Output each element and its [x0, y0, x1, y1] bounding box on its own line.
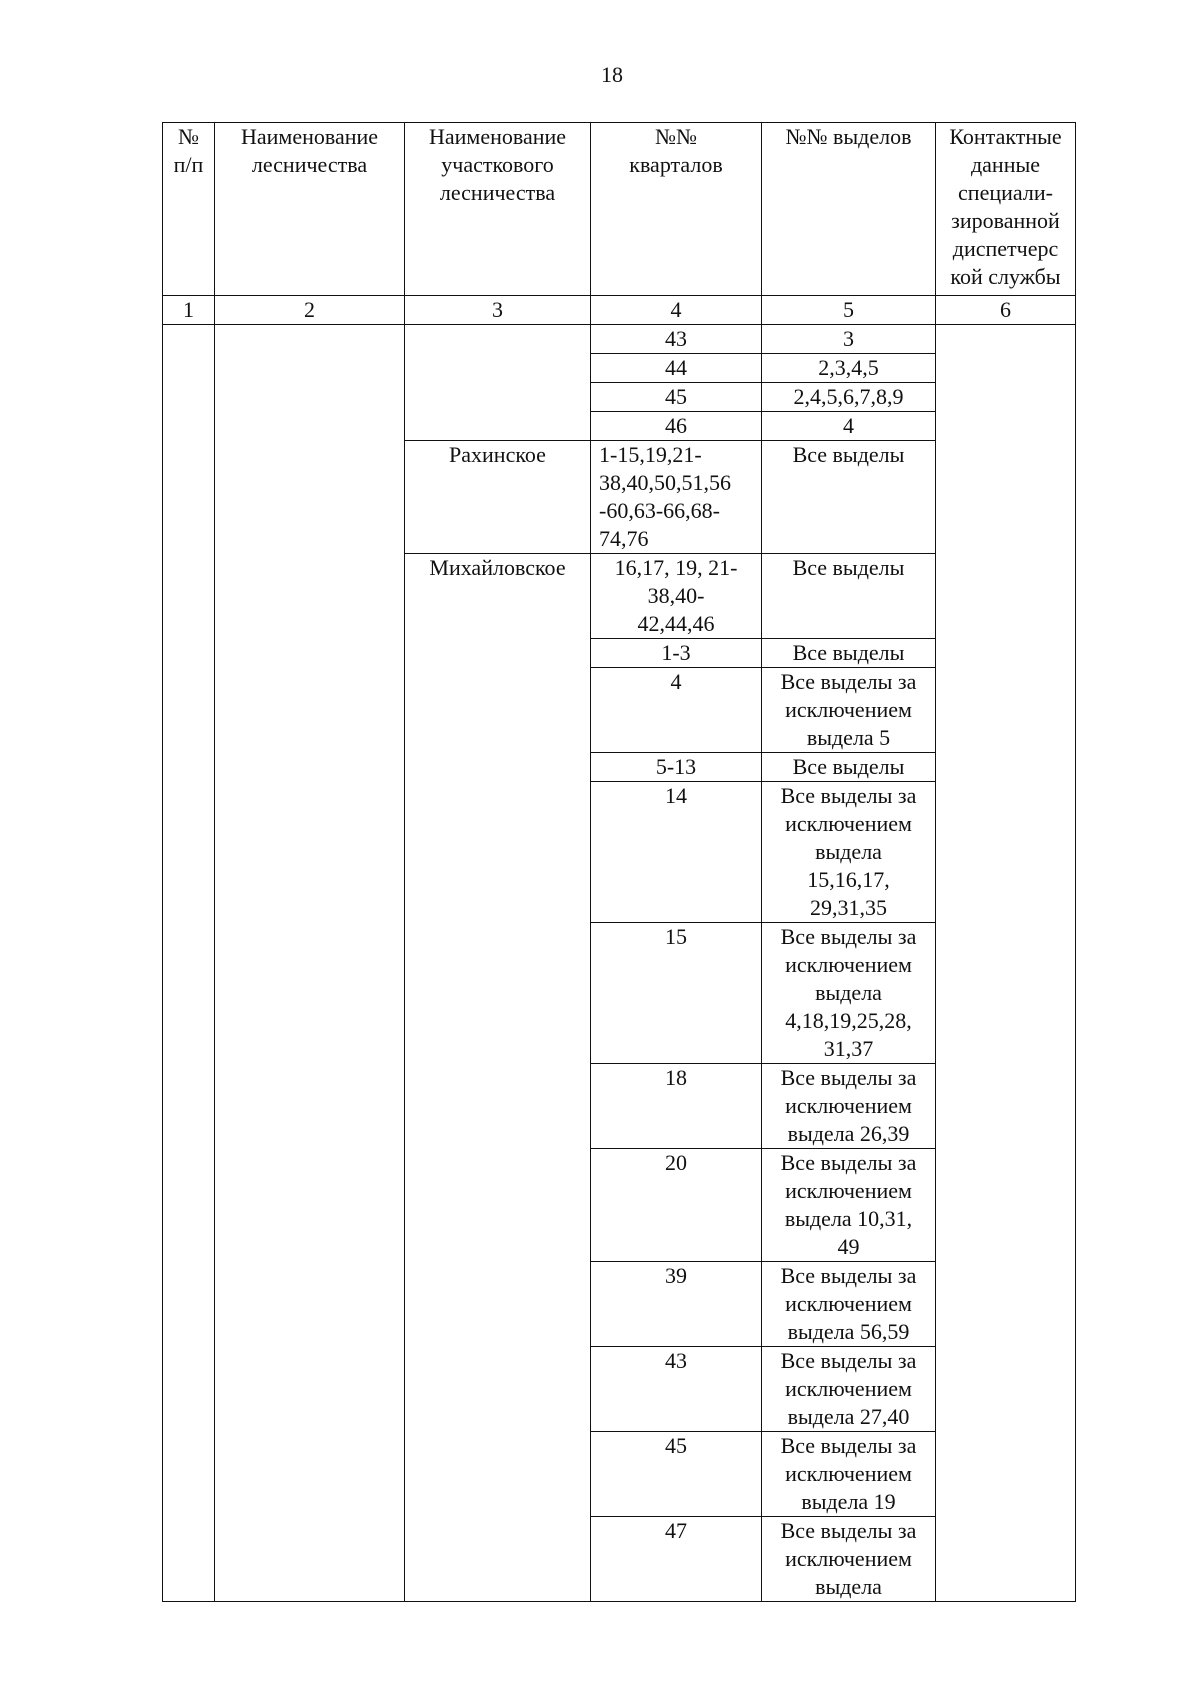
- header-forestry-name: Наименование лесничества: [215, 123, 405, 296]
- column-number: 1: [163, 296, 215, 325]
- quarter-cell: 45: [591, 1432, 762, 1517]
- header-number: № п/п: [163, 123, 215, 296]
- column-number: 2: [215, 296, 405, 325]
- column-number-row: [163, 296, 1076, 325]
- contact-cell: [936, 325, 1076, 1602]
- quarter-cell: 46: [591, 412, 762, 441]
- allotment-cell: Все выделы: [762, 639, 936, 668]
- allotment-cell: 4: [762, 412, 936, 441]
- table-row: [163, 325, 1076, 354]
- column-number: 6: [936, 296, 1076, 325]
- allotment-cell: 2,3,4,5: [762, 354, 936, 383]
- district-forestry-cell: [405, 325, 591, 441]
- allotment-cell: Все выделы за исключением выдела 19: [762, 1432, 936, 1517]
- allotment-cell: Все выделы за исключением выдела 27,40: [762, 1347, 936, 1432]
- quarter-cell: 16,17, 19, 21- 38,40- 42,44,46: [591, 554, 762, 639]
- allotment-cell: Все выделы за исключением выдела 5: [762, 668, 936, 753]
- allotment-cell: Все выделы: [762, 554, 936, 639]
- column-number: 5: [762, 296, 936, 325]
- column-number: 4: [591, 296, 762, 325]
- district-forestry-cell: Михайловское: [405, 554, 591, 1602]
- column-number: 3: [405, 296, 591, 325]
- quarter-cell: 14: [591, 782, 762, 923]
- quarter-cell: 4: [591, 668, 762, 753]
- allotment-cell: Все выделы: [762, 441, 936, 554]
- header-row: [163, 123, 1076, 296]
- header-district-forestry-name: Наименование участкового лесничества: [405, 123, 591, 296]
- quarter-cell: 15: [591, 923, 762, 1064]
- allotment-cell: Все выделы за исключением выдела 26,39: [762, 1064, 936, 1149]
- quarter-cell: 44: [591, 354, 762, 383]
- quarter-cell: 39: [591, 1262, 762, 1347]
- quarter-cell: 43: [591, 1347, 762, 1432]
- allotment-cell: Все выделы за исключением выдела: [762, 1517, 936, 1602]
- header-allotments: №№ выделов: [762, 123, 936, 296]
- forestry-table: [162, 122, 1076, 1602]
- quarter-cell: 43: [591, 325, 762, 354]
- quarter-cell: 1-3: [591, 639, 762, 668]
- quarter-cell: 18: [591, 1064, 762, 1149]
- number-cell: [163, 325, 215, 1602]
- allotment-cell: Все выделы за исключением выдела 15,16,17, 29,31,35: [762, 782, 936, 923]
- allotment-cell: Все выделы за исключением выдела 4,18,19,25,28, 31,37: [762, 923, 936, 1064]
- header-quarters: №№ кварталов: [591, 123, 762, 296]
- allotment-cell: Все выделы: [762, 753, 936, 782]
- district-forestry-cell: Рахинское: [405, 441, 591, 554]
- allotment-cell: 3: [762, 325, 936, 354]
- forestry-cell: [215, 325, 405, 1602]
- page-number: 18: [601, 62, 623, 87]
- quarter-cell: 1-15,19,21- 38,40,50,51,56 -60,63-66,68- 74,76: [591, 441, 762, 554]
- quarter-cell: 5-13: [591, 753, 762, 782]
- header-contact-data: Контактные данные специали- зированной диспетчерс кой службы: [936, 123, 1076, 296]
- quarter-cell: 45: [591, 383, 762, 412]
- quarter-cell: 20: [591, 1149, 762, 1262]
- allotment-cell: Все выделы за исключением выдела 56,59: [762, 1262, 936, 1347]
- allotment-cell: Все выделы за исключением выдела 10,31, 49: [762, 1149, 936, 1262]
- quarter-cell: 47: [591, 1517, 762, 1602]
- allotment-cell: 2,4,5,6,7,8,9: [762, 383, 936, 412]
